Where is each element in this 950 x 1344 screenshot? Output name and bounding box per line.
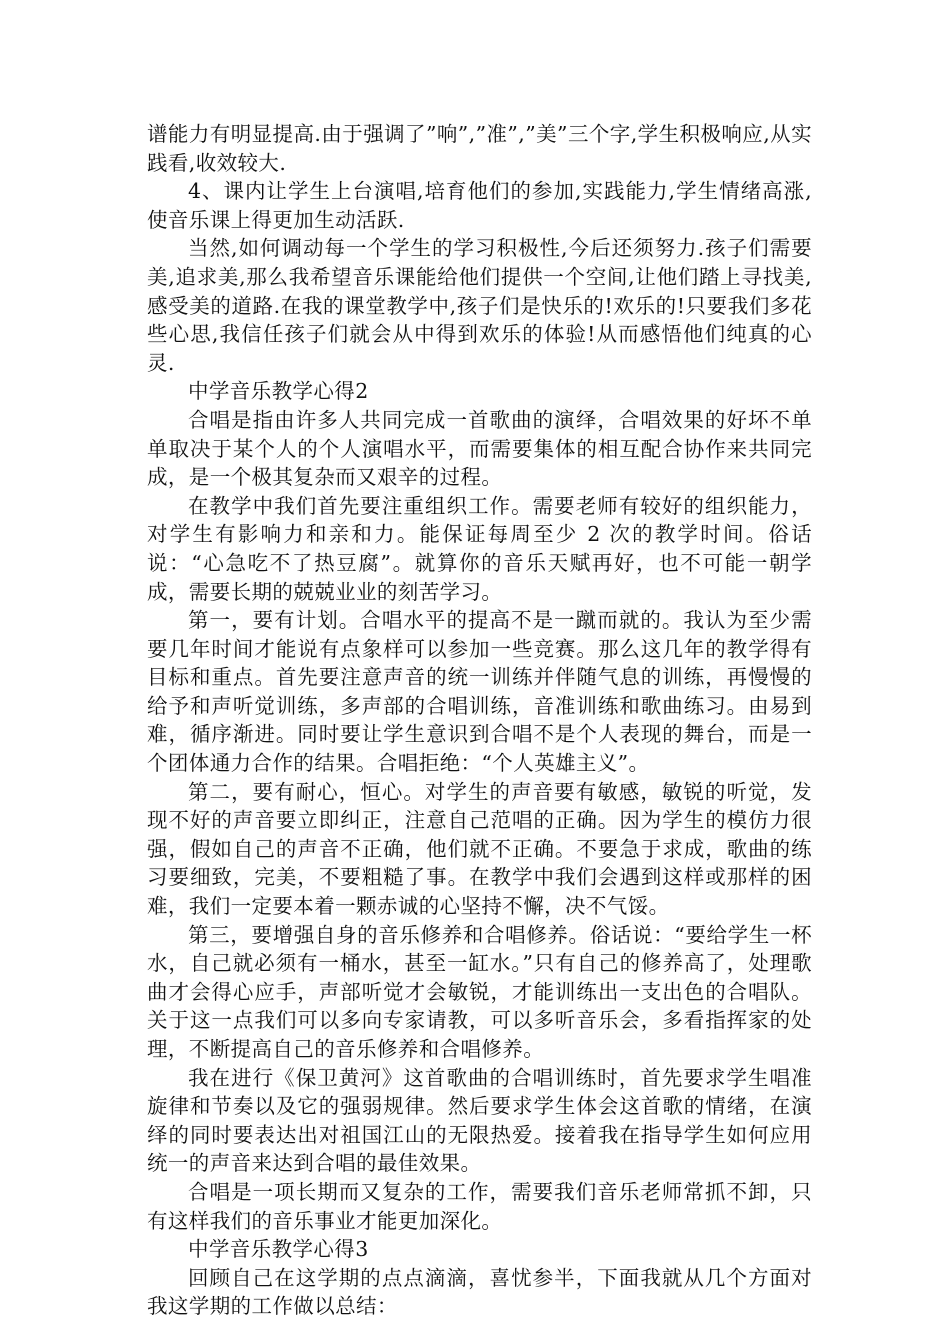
paragraph-yellow-river: 我在进行《保卫黄河》这首歌曲的合唱训练时，首先要求学生唱准旋律和节奏以及它的强弱规律。然后要求学生体会这首歌的情绪，在演绎的同时要表达出对祖国江山的无限热爱。接着我在指导学生如何应用统一的声音来达到合唱的最佳效果。 <box>147 1065 812 1176</box>
document-body <box>147 120 812 1321</box>
paragraph-review-intro: 回顾自己在这学期的点点滴滴，喜忧参半，下面我就从几个方面对我这学期的工作做以总结： <box>147 1265 812 1319</box>
paragraph-third-cultivation: 第三，要增强自身的音乐修养和合唱修养。俗话说：“要给学生一杯水，自己就必须有一桶水，甚至一缸水。”只有自己的修养高了，处理歌曲才会得心应手，声部听觉才会敏锐，才能训练出一支出色的合唱队。关于这一点我们可以多向专家请教，可以多听音乐会，多看指挥家的处理，不断提高自己的音乐修养和合唱修养。 <box>147 922 812 1061</box>
paragraph-point-4: 4、课内让学生上台演唱,培育他们的参加,实践能力,学生情绪高涨,使音乐课上得更加生动活跃. <box>147 179 812 232</box>
paragraph-first-plan: 第一，要有计划。合唱水平的提高不是一蹴而就的。我认为至少需要几年时间才能说有点象样可以参加一些竞赛。那么这几年的教学得有目标和重点。首先要注意声音的统一训练并伴随气息的训练，再慢慢的给予和声听觉训练，多声部的合唱训练，音准训练和歌曲练习。由易到难，循序渐进。同时要让学生意识到合唱不是个人表现的舞台，而是一个团体通力合作的结果。合唱拒绝：“个人英雄主义”。 <box>147 608 812 776</box>
section-heading-3: 中学音乐教学心得3 <box>188 1237 369 1262</box>
paragraph-second-patience: 第二，要有耐心，恒心。对学生的声音要有敏感，敏锐的听觉，发现不好的声音要立即纠正，注意自己范唱的正确。因为学生的模仿力很强，假如自己的声音不正确，他们就不正确。不要急于求成，歌曲的练习要细致，完美，不要粗糙了事。在教学中我们会遇到这样或那样的困难，我们一定要本着一颗赤诚的心坚持不懈，决不气馁。 <box>147 779 812 919</box>
paragraph-continuation: 谱能力有明显提高.由于强调了”响”,”准”,”美”三个字,学生积极响应,从实践看,收效较大. <box>147 122 812 175</box>
section-heading-2: 中学音乐教学心得2 <box>188 379 369 404</box>
paragraph-organization: 在教学中我们首先要注重组织工作。需要老师有较好的组织能力，对学生有影响力和亲和力。能保证每周至少 2 次的教学时间。俗话说：“心急吃不了热豆腐”。就算你的音乐天赋再好，也不可能一朝学成，需要长期的兢兢业业的刻苦学习。 <box>147 493 812 604</box>
paragraph-chorus-conclusion: 合唱是一项长期而又复杂的工作，需要我们音乐老师常抓不卸，只有这样我们的音乐事业才能更加深化。 <box>147 1179 812 1233</box>
paragraph-chorus-intro: 合唱是指由许多人共同完成一首歌曲的演绎，合唱效果的好坏不单单取决于某个人的个人演唱水平，而需要集体的相互配合协作来共同完成，是一个极其复杂而又艰辛的过程。 <box>147 407 812 490</box>
paragraph-conclusion-1: 当然,如何调动每一个学生的学习积极性,今后还须努力.孩子们需要美,追求美,那么我希望音乐课能给他们提供一个空间,让他们踏上寻找美,感受美的道路.在我的课堂教学中,孩子们是快乐的!欢乐的!只要我们多花些心思,我信任孩子们就会从中得到欢乐的体验!从而感悟他们纯真的心灵. <box>147 236 812 375</box>
